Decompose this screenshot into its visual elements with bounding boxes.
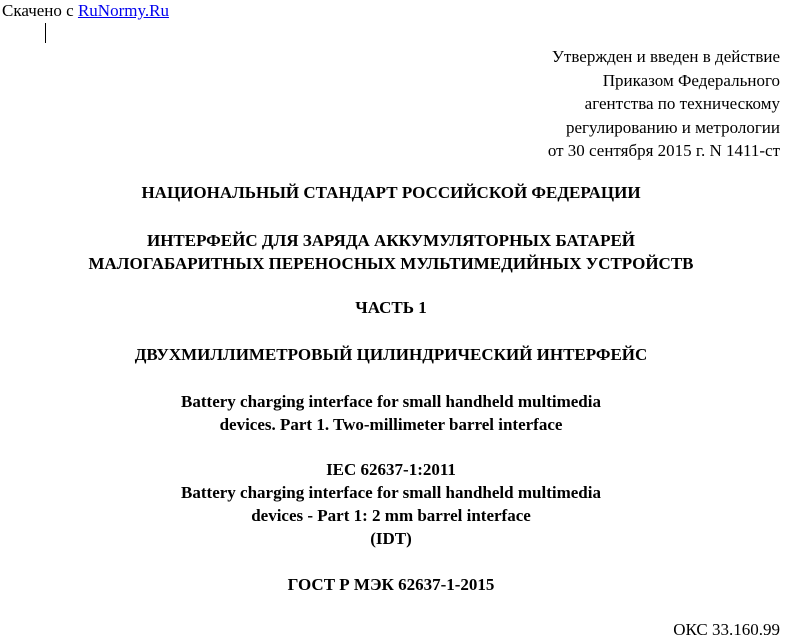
gost-code: ГОСТ Р МЭК 62637-1-2015	[287, 575, 495, 594]
iec-title-line: Battery charging interface for small handheld multimedia	[181, 483, 601, 502]
title-en-line: devices. Part 1. Two-millimeter barrel interface	[219, 415, 563, 434]
approval-line: регулированию и метрологии	[565, 117, 780, 137]
source-link[interactable]: RuNormy.Ru	[77, 1, 169, 20]
source-line	[2, 1, 169, 21]
okc-code: ОКС 33.160.99	[673, 620, 780, 639]
title-ru-line: МАЛОГАБАРИТНЫХ ПЕРЕНОСНЫХ МУЛЬТИМЕДИЙНЫХ УСТРОЙСТВ	[88, 254, 694, 273]
iec-title-line: devices - Part 1: 2 mm barrel interface	[251, 506, 531, 525]
approval-block	[548, 45, 780, 163]
approval-line: от 30 сентября 2015 г. N 1411-ст	[547, 141, 780, 160]
approval-line: Приказом Федерального	[602, 70, 780, 90]
approval-line: агентства по техническому	[584, 94, 780, 113]
part-label: ЧАСТЬ 1	[355, 298, 427, 317]
title-ru	[0, 229, 782, 275]
title-ru-line: ИНТЕРФЕЙС ДЛЯ ЗАРЯДА АККУМУЛЯТОРНЫХ БАТАРЕЙ	[146, 231, 636, 250]
iec-code: IEC 62637-1:2011	[326, 460, 456, 479]
title-en	[0, 390, 782, 436]
iec-block	[0, 458, 782, 550]
standard-header: НАЦИОНАЛЬНЫЙ СТАНДАРТ РОССИЙСКОЙ ФЕДЕРАЦИИ	[141, 183, 641, 202]
text-cursor	[45, 23, 46, 43]
title-en-line: Battery charging interface for small handheld multimedia	[181, 392, 601, 411]
subtitle-ru: ДВУХМИЛЛИМЕТРОВЫЙ ЦИЛИНДРИЧЕСКИЙ ИНТЕРФЕЙС	[134, 345, 648, 364]
iec-idt: (IDT)	[370, 529, 412, 548]
source-prefix: Скачено с	[2, 1, 78, 20]
approval-line: Утвержден и введен в действие	[551, 47, 780, 66]
